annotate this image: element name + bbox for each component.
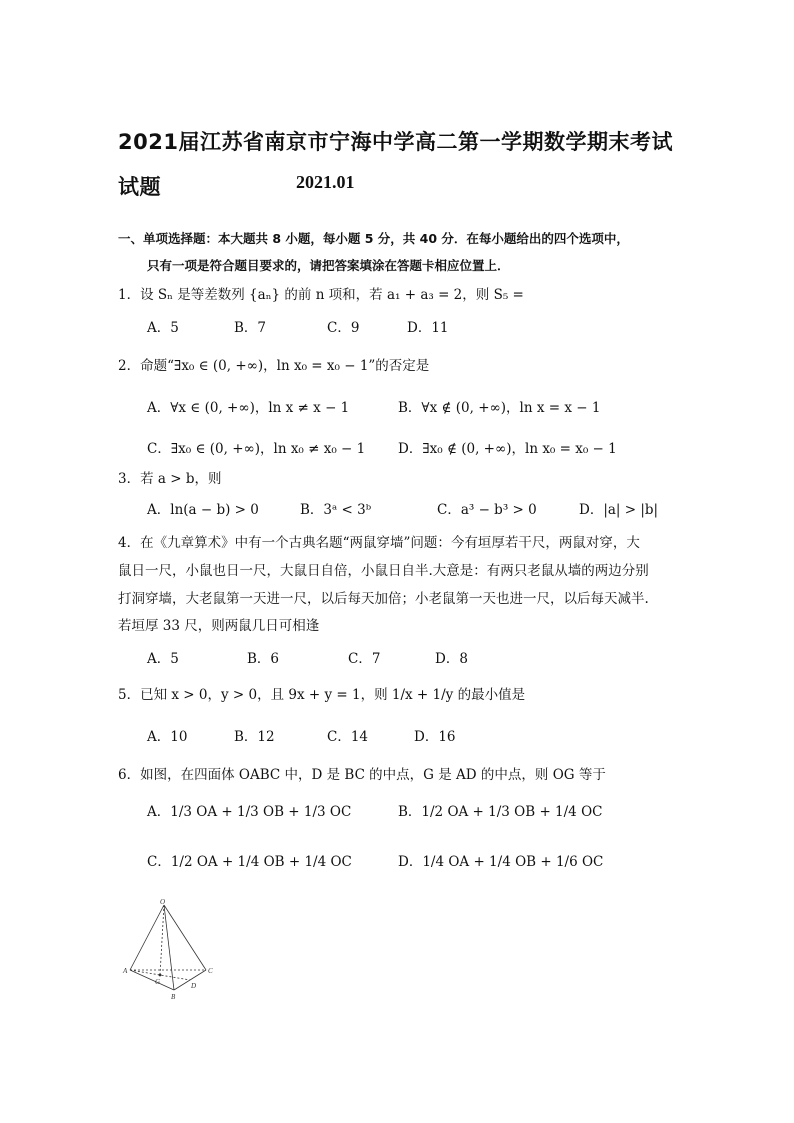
question-3-option-b: B．3ᵃ < 3ᵇ (300, 502, 372, 518)
page-title: 2021届江苏省南京市宁海中学高二第一学期数学期末考试 (118, 130, 673, 154)
section-instruction-line2: 只有一项是符合题目要求的，请把答案填涂在答题卡相应位置上． (147, 258, 510, 273)
page-title-continued: 试题 (118, 175, 161, 199)
edge-ab (130, 970, 174, 990)
label-c: C (208, 967, 213, 975)
question-4-stem-line2: 鼠日一尺，小鼠也日一尺，大鼠日自倍，小鼠日自半.大意是：有两只老鼠从墙的两边分别 (118, 563, 649, 579)
question-1-option-b: B．7 (234, 320, 267, 336)
question-2-stem: 2．命题“∃x₀ ∈ (0, +∞)，ln x₀ = x₀ − 1”的否定是 (118, 358, 430, 374)
question-3-stem: 3．若 a > b，则 (118, 471, 222, 487)
label-a: A (123, 967, 128, 975)
question-4-option-a: A．5 (147, 651, 179, 667)
label-b: B (171, 993, 176, 1001)
question-1-stem: 1．设 Sₙ 是等差数列 {aₙ} 的前 n 项和，若 a₁ + a₃ = 2，则 S₅ = (118, 287, 524, 303)
section-instruction-line1: 一、单项选择题：本大题共 8 小题，每小题 5 分，共 40 分．在每小题给出的四个选项中， (118, 231, 629, 246)
question-2-option-c: C．∃x₀ ∈ (0, +∞)，ln x₀ ≠ x₀ − 1 (147, 441, 366, 457)
point-g (159, 974, 162, 977)
question-2-option-b: B．∀x ∉ (0, +∞)，ln x = x − 1 (398, 400, 601, 416)
question-1-option-c: C．9 (327, 320, 360, 336)
question-5-option-c: C．14 (327, 729, 369, 745)
question-5-option-d: D．16 (414, 729, 456, 745)
question-3-option-d: D．|a| > |b| (579, 502, 659, 518)
question-4-stem-line3: 打洞穿墙，大老鼠第一天进一尺，以后每天加倍；小老鼠第一天也进一尺，以后每天减半. (118, 591, 649, 607)
question-2-option-d: D．∃x₀ ∉ (0, +∞)，ln x₀ = x₀ − 1 (398, 441, 617, 457)
label-g: G (155, 978, 161, 986)
question-4-option-b: B．6 (247, 651, 280, 667)
question-4-stem-line4: 若垣厚 33 尺，则两鼠几日可相逢 (118, 618, 320, 634)
label-d: D (191, 982, 197, 990)
question-3-option-a: A．ln(a − b) > 0 (147, 502, 259, 518)
question-4-option-c: C．7 (348, 651, 381, 667)
question-6-option-c: C．1/2 OA + 1/4 OB + 1/4 OC (147, 854, 352, 870)
question-6-option-a: A．1/3 OA + 1/3 OB + 1/3 OC (147, 804, 352, 820)
edge-oa (130, 905, 164, 970)
label-o: O (160, 898, 166, 906)
question-6-stem: 6．如图，在四面体 OABC 中，D 是 BC 的中点，G 是 AD 的中点，则 OG 等于 (118, 767, 606, 783)
question-4-option-d: D．8 (435, 651, 468, 667)
question-2-option-a: A．∀x ∈ (0, +∞)，ln x ≠ x − 1 (147, 400, 350, 416)
tetrahedron-figure (118, 896, 218, 1006)
question-5-stem: 5．已知 x > 0，y > 0，且 9x + y = 1，则 1/x + 1/y 的最小值是 (118, 687, 526, 703)
question-6-option-d: D．1/4 OA + 1/4 OB + 1/6 OC (398, 854, 604, 870)
exam-date: 2021.01 (296, 172, 355, 192)
segment-og (160, 905, 164, 975)
question-5-option-a: A．10 (147, 729, 188, 745)
question-3-option-c: C．a³ − b³ > 0 (437, 502, 537, 518)
question-5-option-b: B．12 (234, 729, 275, 745)
question-6-option-b: B．1/2 OA + 1/3 OB + 1/4 OC (398, 804, 603, 820)
question-1-option-a: A．5 (147, 320, 179, 336)
question-1-option-d: D．11 (407, 320, 449, 336)
question-4-stem-line1: 4．在《九章算术》中有一个古典名题“两鼠穿墙”问题：今有垣厚若干尺，两鼠对穿，大 (118, 535, 640, 551)
